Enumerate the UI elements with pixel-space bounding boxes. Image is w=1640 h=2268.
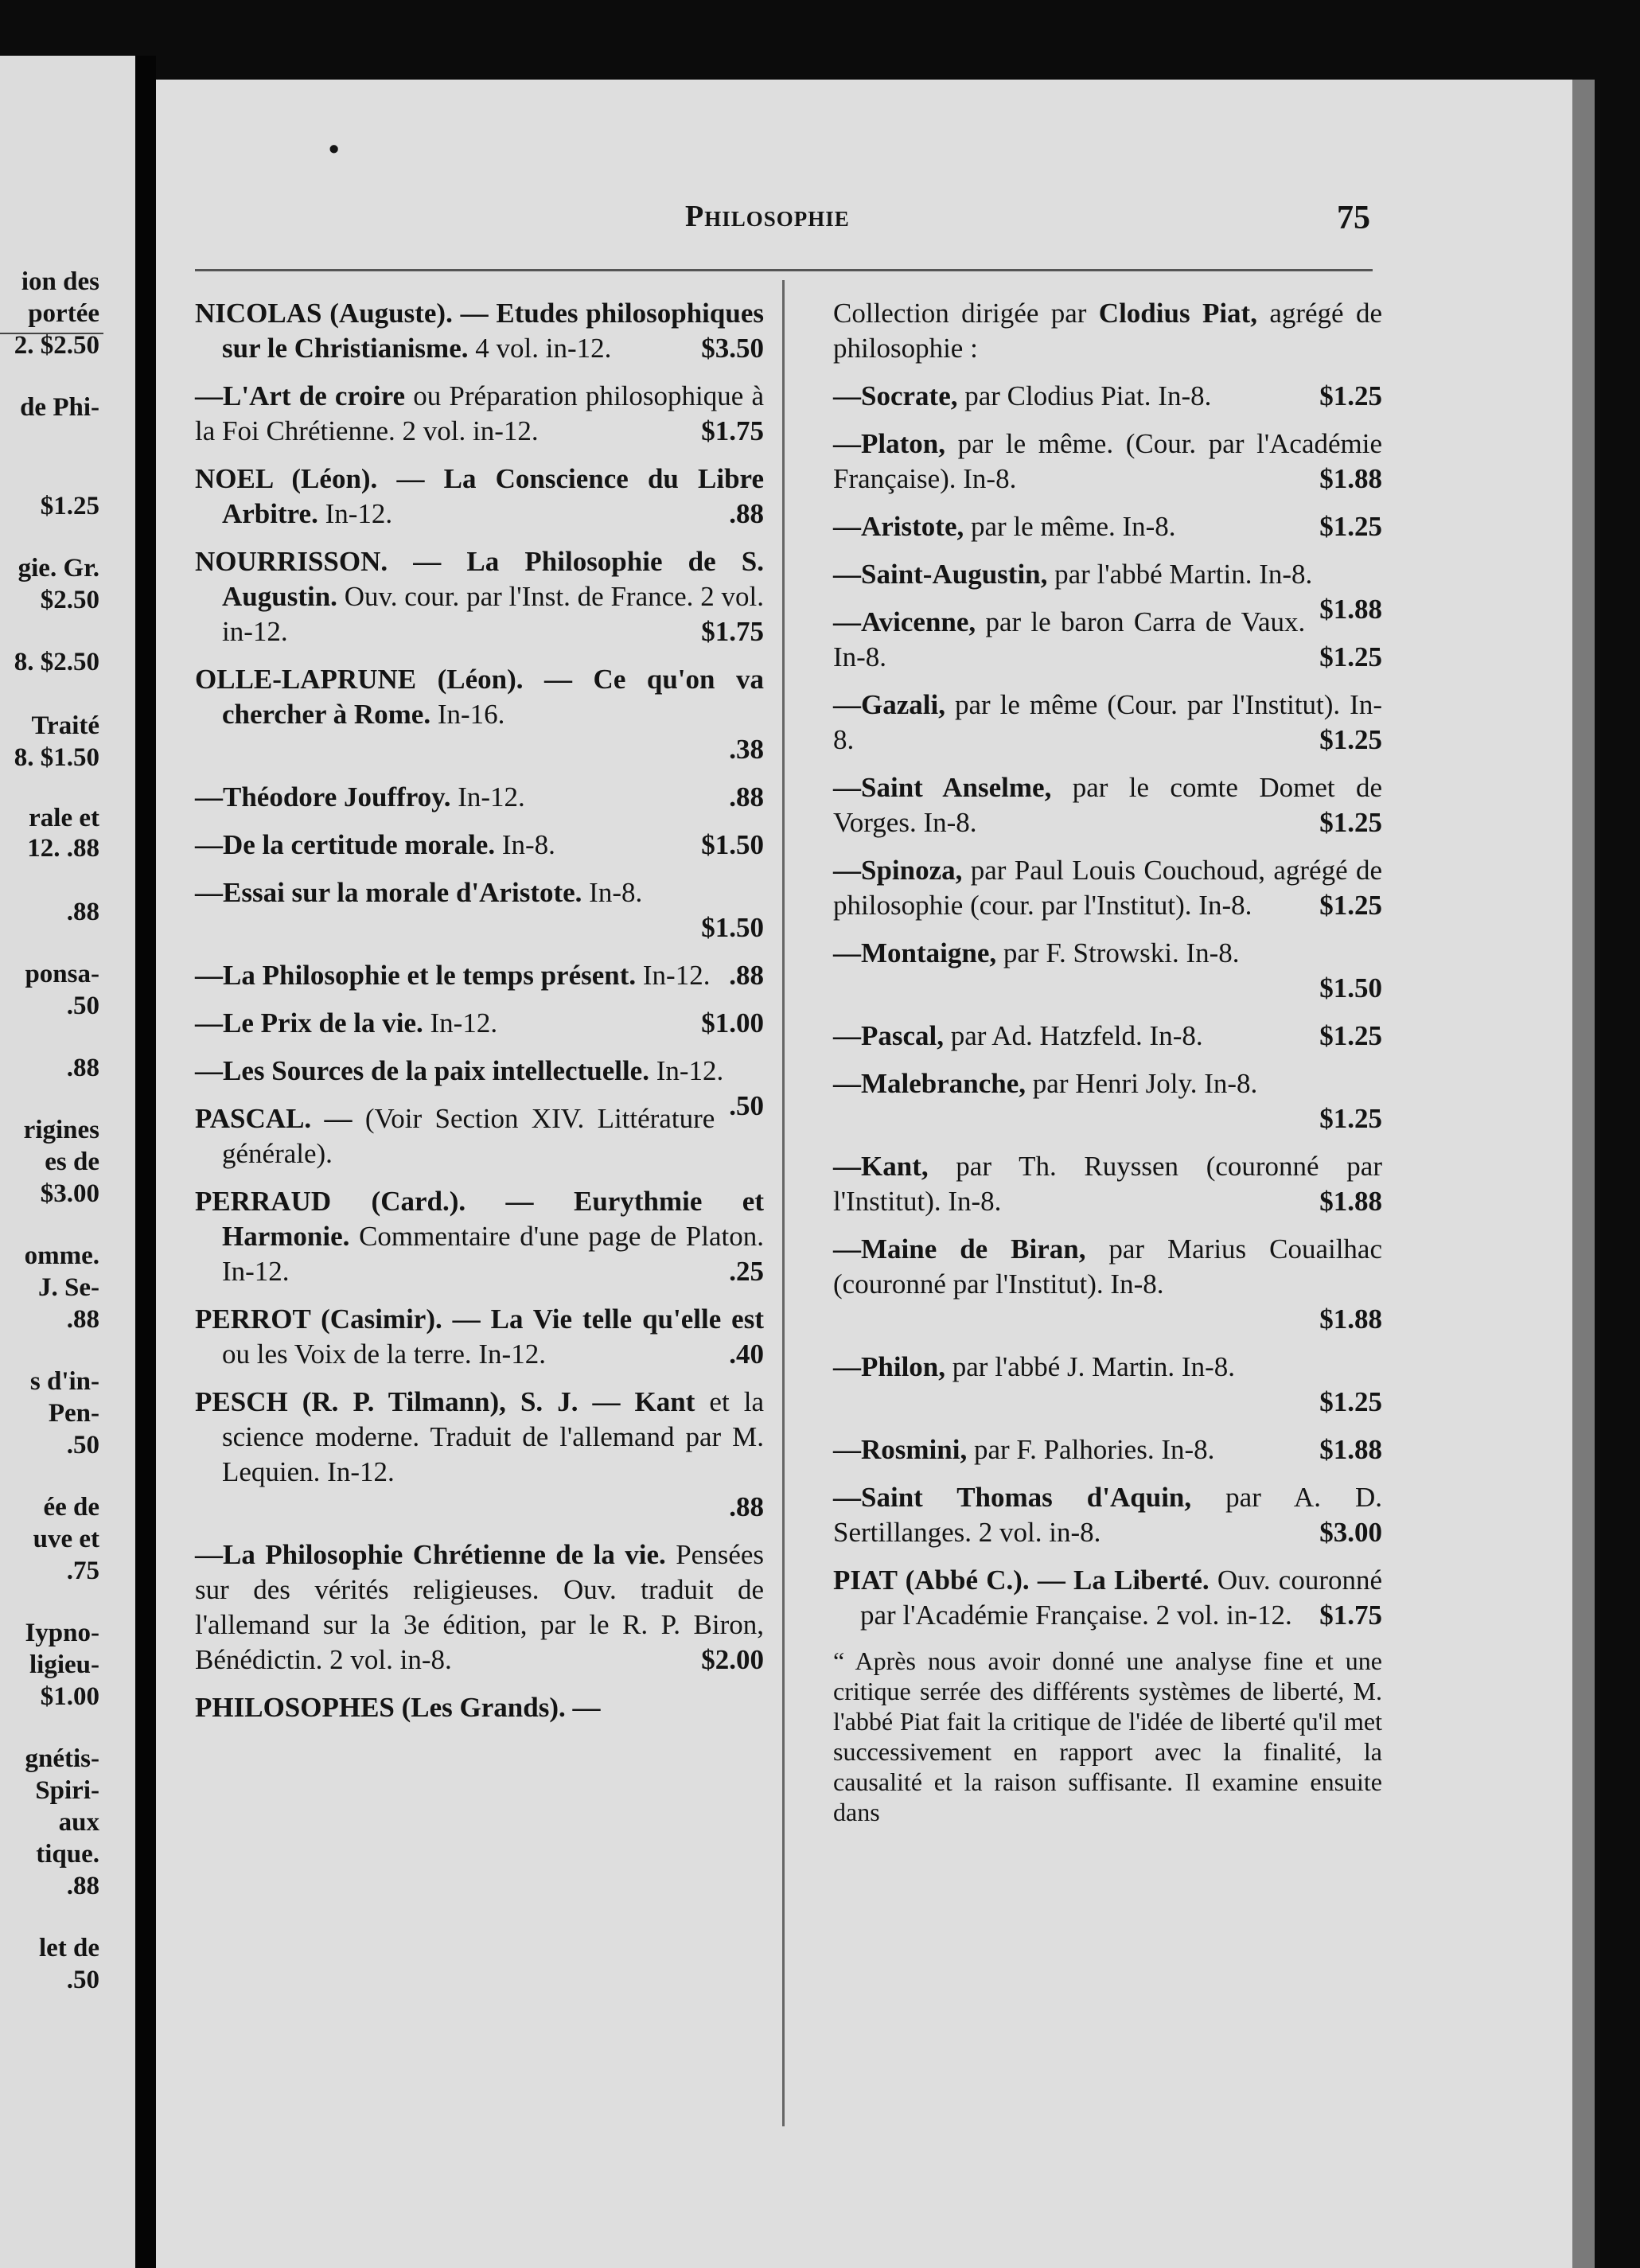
previous-page-line: Iypno- — [25, 1619, 99, 1647]
previous-page-line: $1.00 — [40, 1682, 99, 1711]
catalog-entry — [833, 1149, 1382, 1219]
entry-title: PIAT (Abbé C.). — La Liberté. — [833, 1565, 1210, 1596]
entry-title: NICOLAS (Auguste). — Etudes philosophiques sur le Christianisme. — [195, 298, 764, 364]
previous-page-line: J. Se- — [38, 1273, 99, 1302]
header-bullet: • — [329, 133, 340, 166]
entry-title: PESCH (R. P. Tilmann), S. J. — Kant — [195, 1386, 695, 1417]
previous-page-line: let de — [38, 1934, 99, 1962]
running-title: Philosophie — [685, 200, 850, 233]
entry-price: $1.00 — [701, 1007, 764, 1039]
entry-details: par le même. In-8. — [964, 511, 1176, 542]
previous-page-line: $1.25 — [40, 492, 99, 520]
entry-details: Commentaire d'une page de Platon. In-12. — [222, 1221, 764, 1287]
entry-title: —De la certitude morale. — [195, 829, 496, 860]
previous-page-line: ligieu- — [29, 1650, 99, 1679]
entry-title: —Malebranche, — [833, 1068, 1026, 1099]
catalog-entry — [833, 853, 1382, 923]
entry-price: $1.88 — [1319, 1434, 1382, 1465]
entry-title: —Maine de Biran, — [833, 1233, 1086, 1265]
catalog-entry — [195, 1101, 764, 1171]
catalog-entry — [833, 605, 1382, 675]
entry-details: par le même. (Cour. par l'Académie Française). In-8. — [833, 428, 1382, 494]
entry-title: —La Philosophie et le temps présent. — [195, 960, 637, 991]
entry-details: par F. Palhories. In-8. — [967, 1434, 1215, 1465]
previous-page-line: s d'in- — [29, 1367, 99, 1396]
entry-title: PASCAL. — — [195, 1103, 353, 1134]
catalog-entry — [195, 1385, 764, 1525]
page-number: 75 — [1337, 200, 1370, 236]
entry-details: In-16. — [430, 699, 505, 730]
previous-page-line: .50 — [66, 992, 99, 1020]
right-column — [833, 296, 1382, 1827]
entry-details: par Th. Ruyssen (couronné par l'Institut). In-8. — [833, 1151, 1382, 1217]
entry-details: par l'abbé J. Martin. In-8. — [945, 1351, 1235, 1382]
entry-details: Ouv. cour. par l'Inst. de France. 2 vol. in-12. — [222, 581, 764, 647]
entry-price: $1.75 — [701, 616, 764, 647]
entry-details: par Paul Louis Couchoud, agrégé de philosophie (cour. par l'Institut). In-8. — [833, 855, 1382, 921]
catalog-entry — [833, 1019, 1382, 1054]
entry-title: NOURRISSON. — La Philosophie de S. Augustin. — [195, 546, 764, 612]
previous-page-line: 8. $2.50 — [14, 648, 99, 676]
catalog-entry — [833, 1350, 1382, 1420]
entry-price: $1.88 — [1319, 1186, 1382, 1217]
left-column — [195, 296, 764, 1738]
catalog-entry — [195, 462, 764, 532]
previous-page-line: omme. — [24, 1241, 99, 1270]
entry-price: $1.25 — [1319, 807, 1382, 838]
entry-details: (Voir Section XIV. Littérature générale). — [222, 1103, 715, 1169]
entry-title: —Kant, — [833, 1151, 929, 1182]
entry-title: —Théodore Jouffroy. — [195, 781, 451, 813]
catalog-entry — [195, 379, 764, 449]
entry-title: —L'Art de croire — [195, 380, 406, 411]
entry-title: —Philon, — [833, 1351, 946, 1382]
entry-title: —Pascal, — [833, 1020, 945, 1051]
entry-details: par l'abbé Martin. In-8. — [1047, 559, 1313, 590]
previous-page-line: .88 — [66, 1054, 99, 1082]
catalog-entry — [195, 780, 764, 815]
entry-title: —Aristote, — [833, 511, 964, 542]
header-rule — [195, 269, 1373, 271]
entry-details: par le baron Carra de Vaux. In-8. — [833, 606, 1306, 672]
entry-details: In-12. — [317, 498, 393, 529]
previous-page-line: rigines — [23, 1116, 99, 1144]
entry-title: OLLE-LAPRUNE (Léon). — Ce qu'on va chercher à Rome. — [195, 664, 764, 730]
catalog-entry — [833, 1232, 1382, 1337]
page-header — [156, 121, 1397, 169]
entry-details: Ouv. couronné par l'Académie Française. 2 vol. in-12. — [860, 1565, 1383, 1631]
entry-details: In-12. — [423, 1007, 498, 1039]
entry-details: ou Préparation philosophique à la Foi Chrétienne. 2 vol. in-12. — [195, 380, 764, 446]
entry-title: —Saint-Augustin, — [833, 559, 1048, 590]
catalog-entry — [195, 662, 764, 767]
entry-price: .88 — [729, 498, 764, 529]
catalog-entry — [833, 509, 1382, 544]
entry-title: —Le Prix de la vie. — [195, 1007, 423, 1039]
entry-title: —Saint Anselme, — [833, 772, 1052, 803]
entry-details: Collection dirigée par — [833, 298, 1099, 329]
catalog-entry — [195, 1184, 764, 1289]
previous-page-line: $3.00 — [40, 1179, 99, 1208]
catalog-entry — [195, 1006, 764, 1041]
entry-title: —Rosmini, — [833, 1434, 968, 1465]
previous-page-line: $2.50 — [40, 586, 99, 614]
previous-page-line: .75 — [66, 1557, 99, 1585]
catalog-entry — [195, 544, 764, 649]
previous-page-line: Traité — [31, 711, 99, 740]
entry-price: .88 — [729, 781, 764, 813]
entry-title: —Platon, — [833, 428, 945, 459]
previous-page-line: .88 — [66, 1872, 99, 1900]
entry-title: PHILOSOPHES (Les Grands). — — [195, 1692, 601, 1723]
entry-details: par Henri Joly. In-8. — [1026, 1068, 1258, 1099]
entry-price: $1.75 — [1319, 1600, 1382, 1631]
catalog-entry — [833, 427, 1382, 497]
entry-price: .88 — [729, 1491, 764, 1522]
entry-title: —Avicenne, — [833, 606, 976, 637]
entry-price: $1.50 — [1319, 972, 1382, 1003]
catalog-entry — [833, 379, 1382, 414]
entry-details: par A. D. Sertillanges. 2 vol. in-8. — [833, 1482, 1382, 1548]
previous-page-line: portée — [28, 299, 99, 328]
entry-price: .40 — [729, 1339, 764, 1370]
entry-title: —Essai sur la morale d'Aristote. — [195, 877, 582, 908]
catalog-entry — [195, 1537, 764, 1678]
entry-price: $1.25 — [1319, 1020, 1382, 1051]
entry-price: $1.25 — [1319, 641, 1382, 672]
entry-price: $1.88 — [1319, 1304, 1382, 1335]
entry-details: In-12. — [450, 781, 525, 813]
catalog-entry — [833, 770, 1382, 840]
column-divider — [782, 280, 785, 2126]
entry-details: agrégé de philosophie : — [833, 298, 1382, 364]
entry-price: $1.88 — [1319, 594, 1382, 625]
entry-price: $1.25 — [1319, 890, 1382, 921]
catalog-entry — [833, 1563, 1382, 1633]
entry-price: $1.25 — [1319, 380, 1382, 411]
previous-page-line: ponsa- — [25, 960, 99, 988]
entry-details: par F. Strowski. In-8. — [996, 937, 1240, 968]
previous-page-line: 8. $1.50 — [14, 743, 99, 772]
entry-price: $3.50 — [701, 333, 764, 364]
previous-page-line: ion des — [21, 267, 99, 296]
entry-price: $1.50 — [701, 829, 764, 860]
previous-page-line: tique. — [36, 1840, 99, 1869]
entry-title: —Les Sources de la paix intellectuelle. — [195, 1055, 649, 1086]
catalog-entry — [833, 1480, 1382, 1550]
entry-price: $2.00 — [701, 1644, 764, 1675]
entry-title: —Spinoza, — [833, 855, 963, 886]
previous-page-line: aux — [58, 1808, 99, 1837]
entry-price: $1.25 — [1319, 1386, 1382, 1417]
entry-details: In-12. — [649, 1055, 724, 1086]
previous-page-line: .88 — [66, 898, 99, 926]
entry-price: $1.25 — [1319, 511, 1382, 542]
entry-title: —La Philosophie Chrétienne de la vie. — [195, 1539, 666, 1570]
entry-price: .88 — [729, 960, 764, 991]
entry-price: $1.88 — [1319, 463, 1382, 494]
entry-details: par le même (Cour. par l'Institut). In-8. — [833, 689, 1382, 755]
entry-details: par le comte Domet de Vorges. In-8. — [833, 772, 1382, 838]
entry-details: Pensées sur des vérités religieuses. Ouv. traduit de l'allemand sur la 3e édition, par le R. P. Biron, Bénédictin. 2 vol. in-8. — [195, 1539, 765, 1675]
previous-page-line: 12. .88 — [27, 834, 99, 863]
previous-page-line: gnétis- — [25, 1744, 99, 1773]
entry-details: 4 vol. in-12. — [468, 333, 612, 364]
entry-details: In-8. — [495, 829, 555, 860]
previous-page-line: .88 — [66, 1305, 99, 1334]
entry-title: —Gazali, — [833, 689, 945, 720]
previous-page-line: 2. $2.50 — [14, 331, 99, 360]
catalog-entry — [195, 875, 764, 945]
entry-details: In-12. — [636, 960, 711, 991]
previous-page-line: gie. Gr. — [18, 554, 99, 583]
previous-page-line: .50 — [66, 1966, 99, 1994]
entry-title: —Saint Thomas d'Aquin, — [833, 1482, 1192, 1513]
entry-details: par Ad. Hatzfeld. In-8. — [944, 1020, 1203, 1051]
previous-page-line: de Phi- — [20, 393, 99, 422]
catalog-entry — [195, 828, 764, 863]
entry-price: $1.25 — [1319, 1103, 1382, 1134]
entry-title: PERROT (Casimir). — La Vie telle qu'elle est — [195, 1304, 764, 1335]
previous-page-line: ée de — [43, 1493, 99, 1522]
entry-title: PERRAUD (Card.). — Eurythmie et Harmonie. — [195, 1186, 764, 1252]
previous-page-line: Spiri- — [35, 1776, 99, 1805]
entry-title: —Montaigne, — [833, 937, 997, 968]
previous-page-line: Pen- — [48, 1399, 99, 1428]
entry-details: et la science moderne. Traduit de l'allemand par M. Lequien. In-12. — [222, 1386, 764, 1487]
catalog-entry — [833, 1066, 1382, 1136]
catalog-entry — [195, 1690, 764, 1725]
entry-price: .50 — [729, 1090, 764, 1121]
catalog-entry — [833, 936, 1382, 1006]
catalog-entry — [195, 296, 764, 366]
previous-page-line: es de — [45, 1148, 99, 1176]
entry-price: $1.50 — [701, 912, 764, 943]
previous-page-edge — [0, 56, 135, 2268]
catalog-entry — [195, 958, 764, 993]
catalog-entry — [833, 296, 1382, 366]
book-binding — [135, 56, 156, 2268]
review-quote: “ Après nous avoir donné une analyse fine et une critique serrée des différents systèmes de liberté, M. l'abbé Piat fait la critique de l'idée de liberté qu'il met successivement en rapport avec la finalité, la causalité et la raison suffisante. Il examine ensuite dans — [833, 1646, 1382, 1826]
page-edge — [1572, 80, 1595, 2268]
entry-details: par Clodius Piat. In-8. — [957, 380, 1212, 411]
catalog-entry — [833, 1432, 1382, 1467]
entry-title: —Socrate, — [833, 380, 958, 411]
catalog-entry — [833, 688, 1382, 758]
previous-page-line: uve et — [33, 1525, 99, 1553]
previous-page-line: rale et — [29, 804, 99, 832]
right-column-entries — [833, 296, 1382, 1633]
entry-details: ou les Voix de la terre. In-12. — [222, 1339, 546, 1370]
previous-page-line: .50 — [66, 1431, 99, 1459]
entry-title: NOEL (Léon). — La Conscience du Libre Arbitre. — [195, 463, 764, 529]
entry-details: par Marius Couailhac (couronné par l'Institut). In-8. — [833, 1233, 1382, 1300]
entry-price: .25 — [729, 1256, 764, 1287]
entry-price: $1.75 — [701, 415, 764, 446]
collection-editor: Clodius Piat, — [1098, 298, 1257, 329]
entry-price: .38 — [729, 734, 764, 765]
entry-price: $1.25 — [1319, 724, 1382, 755]
entry-details: In-8. — [582, 877, 643, 908]
entry-price: $3.00 — [1319, 1517, 1382, 1548]
catalog-entry — [195, 1302, 764, 1372]
